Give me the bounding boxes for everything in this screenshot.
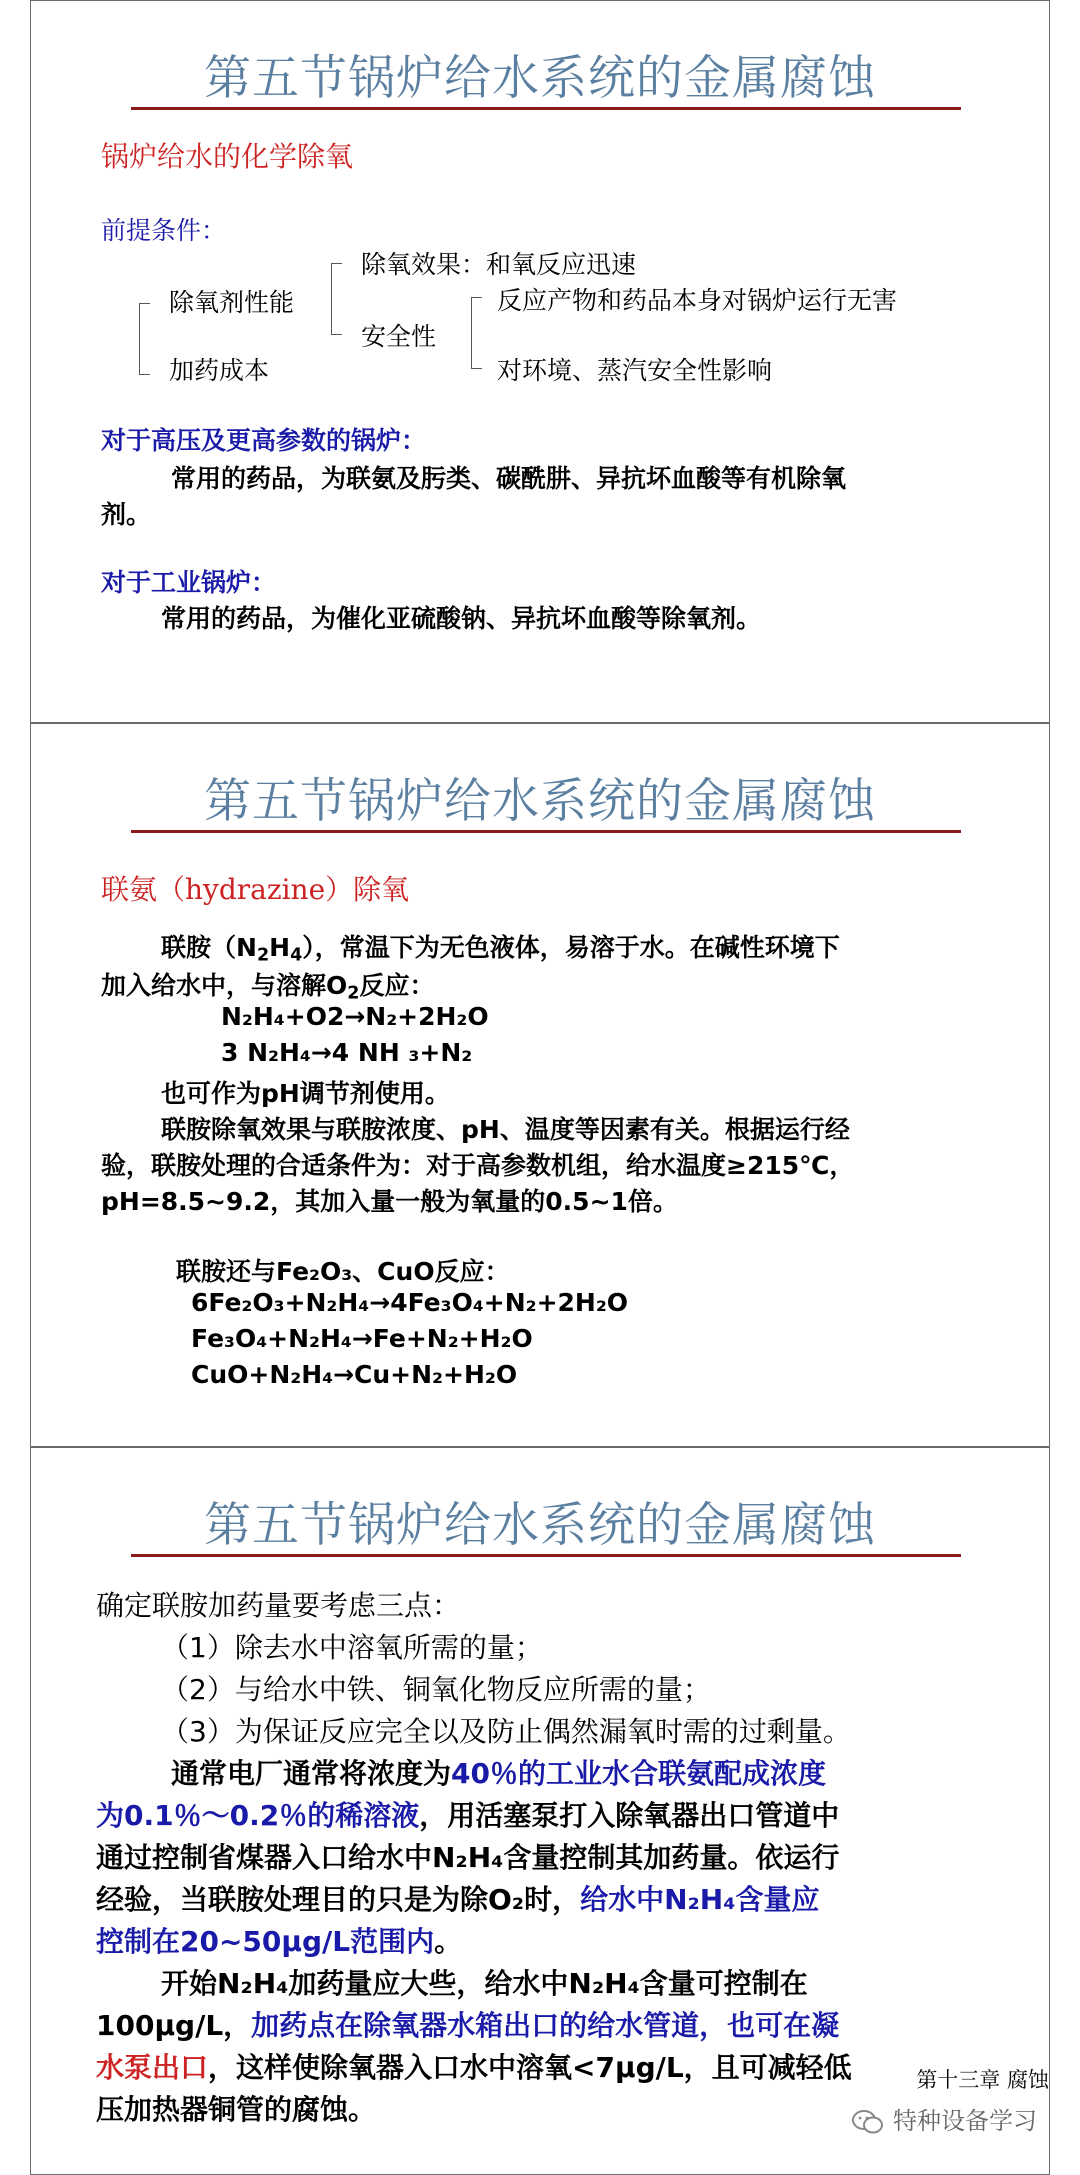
effect-line-1: 联胺除氧效果与联胺浓度、pH、温度等因素有关。根据运行经 <box>161 1115 850 1144</box>
para2-line1: 开始N₂H₄加药量应大些，给水中N₂H₄含量可控制在 <box>161 1967 808 2000</box>
premise-label: 前提条件： <box>101 216 227 245</box>
equation-5: CuO+N₂H₄→Cu+N₂+H₂O <box>191 1360 518 1389</box>
chapter-footer: 第十三章 腐蚀 <box>916 2068 1049 2092</box>
effect-line-2: 验，联胺处理的合适条件为：对于高参数机组，给水温度≥215℃， <box>101 1151 855 1180</box>
point-1: （1）除去水中溶氧所需的量； <box>161 1631 543 1664</box>
slide-2 <box>30 723 1050 1447</box>
slide-title: 第五节锅炉给水系统的金属腐蚀 <box>204 774 876 829</box>
dosing-cost: 加药成本 <box>169 356 270 385</box>
para2-line2: 100μg/L，加药点在除氧器水箱出口的给水管道，也可在凝 <box>96 2009 840 2042</box>
slide-title: 第五节锅炉给水系统的金属腐蚀 <box>204 1498 876 1553</box>
intro-line-1: 联胺$(N_2H_4)$，常温下为无色液体，易溶于水。在碱性环境下 <box>161 933 840 966</box>
slide-title: 第五节锅炉给水系统的金属腐蚀 <box>204 51 876 106</box>
slide-3 <box>30 1447 1050 2175</box>
effect-line-3: pH=8.5~9.2，其加入量一般为氧量的0.5~1倍。 <box>101 1187 678 1216</box>
react-heading: 联胺还与Fe₂O₃、CuO反应： <box>176 1257 510 1286</box>
section-subtitle: 联氨（hydrazine）除氧 <box>101 873 410 906</box>
title-underline <box>131 1554 961 1557</box>
point-3: （3）为保证反应完全以及防止偶然漏氧时需的过剩量。 <box>161 1715 851 1748</box>
section-subtitle: 锅炉给水的化学除氧 <box>101 140 354 173</box>
outer-brace <box>139 303 150 375</box>
ph-note: 也可作为pH调节剂使用。 <box>161 1079 450 1108</box>
safety-label: 安全性 <box>361 322 437 351</box>
para1-line3: 通过控制省煤器入口给水中N₂H₄含量控制其加药量。依运行 <box>96 1841 840 1874</box>
performance-brace <box>331 263 342 335</box>
deoxidizer-performance: 除氧剂性能 <box>169 288 295 317</box>
equation-1: N₂H₄+O2→N₂+2H₂O <box>221 1002 489 1031</box>
safety-item-2: 对环境、蒸汽安全性影响 <box>497 356 773 385</box>
para2-line4: 压加热器铜管的腐蚀。 <box>96 2093 377 2126</box>
title-underline <box>131 830 961 833</box>
para2-line3: 水泵出口，这样使除氧器入口水中溶氧<7μg/L，且可减轻低 <box>96 2051 852 2084</box>
wechat-icon <box>851 2109 885 2135</box>
safety-brace <box>471 297 482 369</box>
high-pressure-text-2: 剂。 <box>101 500 152 529</box>
industrial-heading: 对于工业锅炉： <box>101 568 277 597</box>
safety-item-1: 反应产物和药品本身对锅炉运行无害 <box>497 286 898 315</box>
para1-line5: 控制在20~50μg/L范围内。 <box>96 1925 463 1958</box>
intro-line-2: 加入给水中，与溶解$O_2$反应： <box>101 971 435 1004</box>
equation-4: Fe₃O₄+N₂H₄→Fe+N₂+H₂O <box>191 1324 533 1353</box>
para1-line1: 通常电厂通常将浓度为40％的工业水合联氨配成浓度 <box>171 1757 826 1790</box>
para1-line2: 为0.1％～0.2％的稀溶液，用活塞泵打入除氧器出口管道中 <box>96 1799 840 1832</box>
high-pressure-heading: 对于高压及更高参数的锅炉： <box>101 426 427 455</box>
slide-1 <box>30 0 1050 723</box>
title-underline <box>131 107 961 110</box>
point-2: （2）与给水中铁、铜氧化物反应所需的量； <box>161 1673 711 1706</box>
para1-line4: 经验，当联胺处理目的只是为除O₂时，给水中N₂H₄含量应 <box>96 1883 820 1916</box>
equation-2: 3 N₂H₄→4 NH ₃+N₂ <box>221 1038 473 1067</box>
industrial-text: 常用的药品，为催化亚硫酸钠、异抗坏血酸等除氧剂。 <box>161 604 762 633</box>
consider-heading: 确定联胺加药量要考虑三点： <box>96 1589 461 1622</box>
equation-3: 6Fe₂O₃+N₂H₄→4Fe₃O₄+N₂+2H₂O <box>191 1288 629 1317</box>
deox-effect: 除氧效果：和氧反应迅速 <box>361 250 637 279</box>
high-pressure-text-1: 常用的药品，为联氨及肟类、碳酰肼、异抗坏血酸等有机除氧 <box>171 464 847 493</box>
watermark: 特种设备学习 <box>851 2101 1037 2136</box>
